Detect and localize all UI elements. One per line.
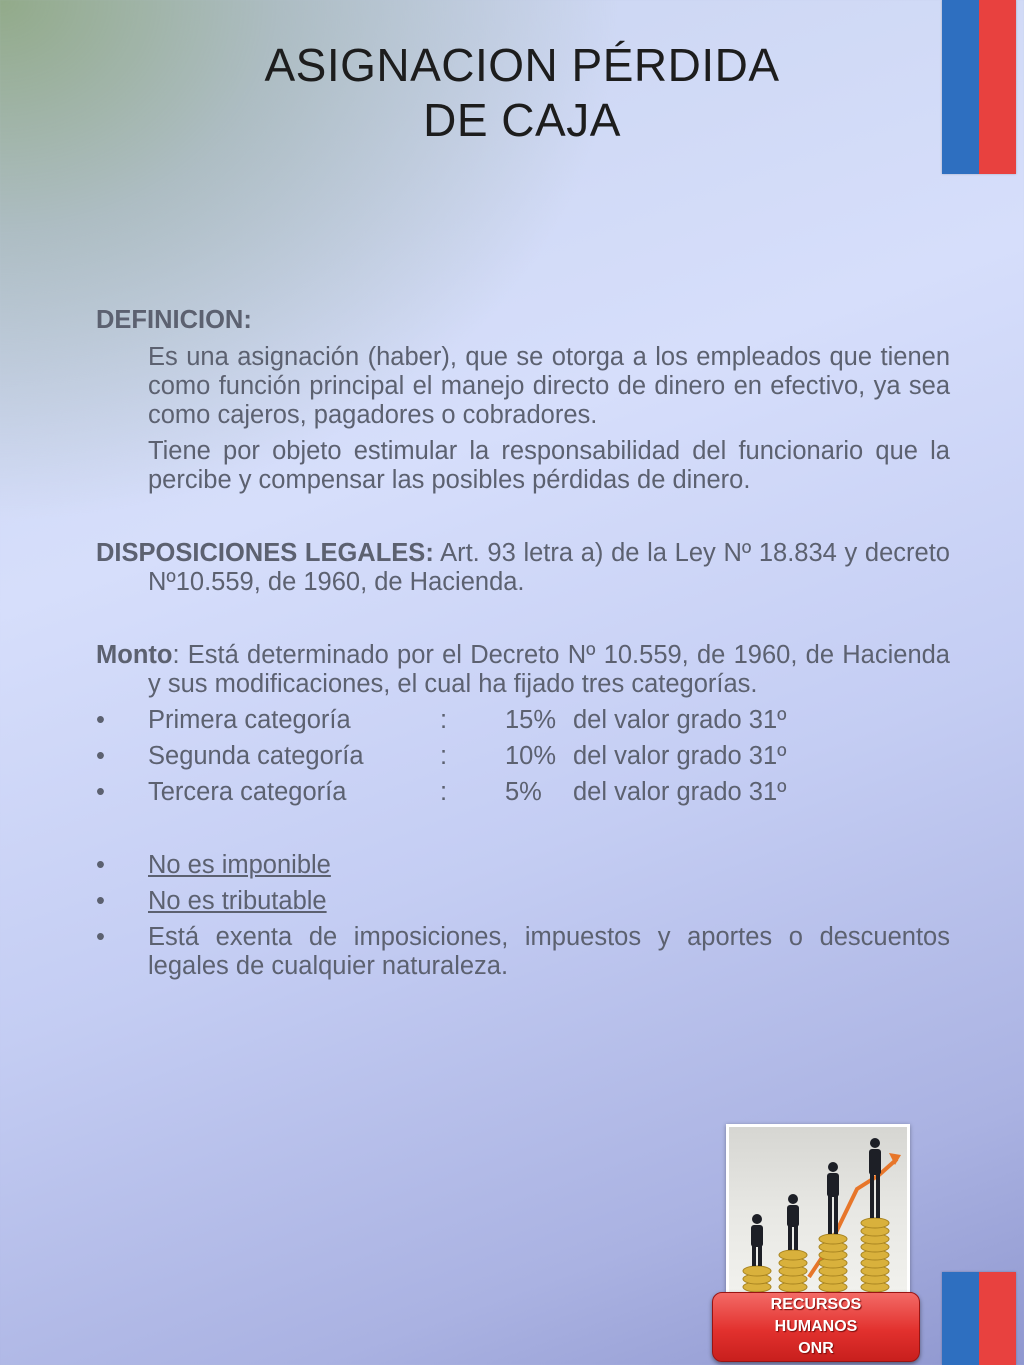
note-no-imponible: No es imponible	[148, 851, 331, 879]
note-exenta: Está exenta de imposiciones, impuestos y aportes o descuentos legales de cualquier naturaleza.	[148, 923, 950, 980]
disposiciones-block	[96, 539, 950, 597]
definicion-label: DEFINICION:	[96, 306, 252, 334]
category-description: del valor grado 31º	[573, 778, 787, 806]
recursos-humanos-badge	[712, 1292, 920, 1362]
disposiciones-label: DISPOSICIONES LEGALES:	[96, 539, 434, 567]
page-title	[0, 38, 1024, 148]
badge-line-3: ONR	[798, 1340, 834, 1357]
note-item	[96, 887, 950, 916]
business-growth-image	[726, 1124, 910, 1302]
note-item	[96, 851, 950, 880]
note-no-tributable: No es tributable	[148, 887, 327, 915]
title-line-1: ASIGNACION PÉRDIDA	[264, 39, 780, 91]
category-separator: :	[440, 742, 448, 770]
badge-line-2: HUMANOS	[774, 1318, 858, 1335]
monto-block	[96, 641, 950, 699]
note-item	[96, 923, 950, 981]
bullet-icon: •	[96, 706, 105, 734]
category-row	[96, 778, 950, 807]
category-description: del valor grado 31º	[573, 706, 787, 734]
bullet-icon: •	[96, 851, 105, 879]
definicion-paragraph-2: Tiene por objeto estimular la responsabilidad del funcionario que la percibe y compensar las posibles pérdidas de dinero.	[148, 437, 950, 494]
category-percent: 15%	[505, 706, 557, 734]
category-separator: :	[440, 778, 448, 806]
monto-label: Monto	[96, 641, 173, 669]
category-separator: :	[440, 706, 448, 734]
category-name: Tercera categoría	[148, 778, 347, 806]
category-percent: 5%	[505, 778, 542, 806]
flag-stripe-bottom	[942, 1272, 1016, 1365]
category-name: Segunda categoría	[148, 742, 364, 770]
category-name: Primera categoría	[148, 706, 351, 734]
bullet-icon: •	[96, 923, 105, 951]
category-description: del valor grado 31º	[573, 742, 787, 770]
monto-text: : Está determinado por el Decreto Nº 10.559, de 1960, de Hacienda y sus modificaciones, el cual ha fijado tres categorías.	[148, 641, 950, 698]
category-row	[96, 742, 950, 771]
category-row	[96, 706, 950, 735]
title-line-2: DE CAJA	[423, 94, 621, 146]
badge-line-1: RECURSOS	[770, 1296, 862, 1313]
disposiciones-text: Art. 93 letra a) de la Ley Nº 18.834 y decreto Nº10.559, de 1960, de Hacienda.	[148, 539, 950, 596]
bullet-icon: •	[96, 887, 105, 915]
definicion-paragraph-1: Es una asignación (haber), que se otorga a los empleados que tienen como función principal el manejo directo de dinero en efectivo, ya sea como cajeros, pagadores o cobradores.	[148, 343, 950, 429]
bullet-icon: •	[96, 742, 105, 770]
bullet-icon: •	[96, 778, 105, 806]
main-content	[96, 306, 950, 981]
category-percent: 10%	[505, 742, 557, 770]
